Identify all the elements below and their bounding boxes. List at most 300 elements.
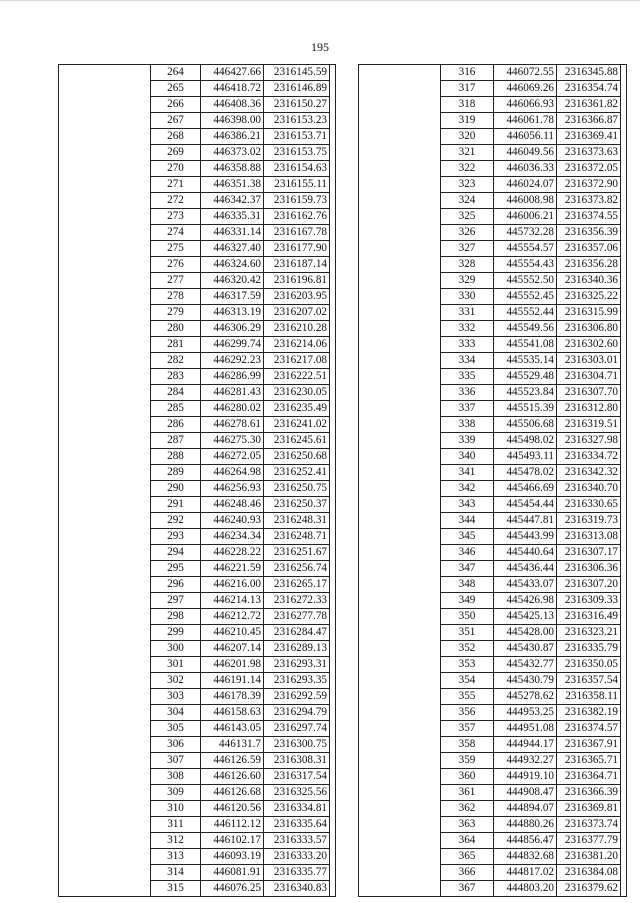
y-coordinate-cell: 2316167.78 <box>264 225 330 241</box>
y-coordinate-cell: 2316350.05 <box>557 657 621 673</box>
x-coordinate-cell: 444944.17 <box>494 737 557 753</box>
coordinates-table-left <box>58 64 336 897</box>
x-coordinate-cell: 446093.19 <box>201 849 264 865</box>
point-number-cell: 329 <box>441 273 494 289</box>
y-coordinate-cell: 2316356.28 <box>557 257 621 273</box>
x-coordinate-cell: 445436.44 <box>494 561 557 577</box>
x-coordinate-cell: 446221.59 <box>201 561 264 577</box>
point-number-cell: 281 <box>151 337 201 353</box>
x-coordinate-cell: 445443.99 <box>494 529 557 545</box>
x-coordinate-cell: 446081.91 <box>201 865 264 881</box>
point-number-cell: 334 <box>441 353 494 369</box>
y-coordinate-cell: 2316292.59 <box>264 689 330 705</box>
y-coordinate-cell: 2316235.49 <box>264 401 330 417</box>
y-coordinate-cell: 2316342.32 <box>557 465 621 481</box>
x-coordinate-cell: 445430.79 <box>494 673 557 689</box>
point-number-cell: 364 <box>441 833 494 849</box>
x-coordinate-cell: 446427.66 <box>201 65 264 81</box>
point-number-cell: 287 <box>151 433 201 449</box>
y-coordinate-cell: 2316315.99 <box>557 305 621 321</box>
point-number-cell: 271 <box>151 177 201 193</box>
point-number-cell: 319 <box>441 113 494 129</box>
x-coordinate-cell: 446006.21 <box>494 209 557 225</box>
x-coordinate-cell: 446306.29 <box>201 321 264 337</box>
y-coordinate-cell: 2316145.59 <box>264 65 330 81</box>
x-coordinate-cell: 446408.36 <box>201 97 264 113</box>
x-coordinate-cell: 446066.93 <box>494 97 557 113</box>
point-number-cell: 270 <box>151 161 201 177</box>
point-number-cell: 318 <box>441 97 494 113</box>
point-number-cell: 312 <box>151 833 201 849</box>
y-coordinate-cell: 2316297.74 <box>264 721 330 737</box>
x-coordinate-cell: 446373.02 <box>201 145 264 161</box>
y-coordinate-cell: 2316222.51 <box>264 369 330 385</box>
x-coordinate-cell: 446299.74 <box>201 337 264 353</box>
point-number-cell: 345 <box>441 529 494 545</box>
y-coordinate-cell: 2316313.08 <box>557 529 621 545</box>
point-number-cell: 298 <box>151 609 201 625</box>
x-coordinate-cell: 446386.21 <box>201 129 264 145</box>
x-coordinate-cell: 446214.13 <box>201 593 264 609</box>
point-number-cell: 268 <box>151 129 201 145</box>
y-coordinate-cell: 2316162.76 <box>264 209 330 225</box>
x-coordinate-cell: 446256.93 <box>201 481 264 497</box>
y-coordinate-cell: 2316323.21 <box>557 625 621 641</box>
y-coordinate-cell: 2316365.71 <box>557 753 621 769</box>
y-coordinate-cell: 2316319.73 <box>557 513 621 529</box>
point-number-cell: 290 <box>151 481 201 497</box>
x-coordinate-cell: 445428.00 <box>494 625 557 641</box>
x-coordinate-cell: 445440.64 <box>494 545 557 561</box>
point-number-cell: 359 <box>441 753 494 769</box>
x-coordinate-cell: 445454.44 <box>494 497 557 513</box>
x-coordinate-cell: 446351.38 <box>201 177 264 193</box>
point-number-cell: 332 <box>441 321 494 337</box>
x-coordinate-cell: 445430.87 <box>494 641 557 657</box>
y-coordinate-cell: 2316284.47 <box>264 625 330 641</box>
x-coordinate-cell: 446240.93 <box>201 513 264 529</box>
x-coordinate-cell: 445447.81 <box>494 513 557 529</box>
point-number-cell: 285 <box>151 401 201 417</box>
table-row <box>59 65 336 81</box>
y-coordinate-cell: 2316293.31 <box>264 657 330 673</box>
point-number-cell: 346 <box>441 545 494 561</box>
x-coordinate-cell: 446317.59 <box>201 289 264 305</box>
y-coordinate-cell: 2316159.73 <box>264 193 330 209</box>
y-coordinate-cell: 2316379.62 <box>557 881 621 897</box>
y-coordinate-cell: 2316356.39 <box>557 225 621 241</box>
point-number-cell: 301 <box>151 657 201 673</box>
x-coordinate-cell: 444932.27 <box>494 753 557 769</box>
y-coordinate-cell: 2316307.20 <box>557 577 621 593</box>
point-number-cell: 307 <box>151 753 201 769</box>
x-coordinate-cell: 445541.08 <box>494 337 557 353</box>
x-coordinate-cell: 445498.02 <box>494 433 557 449</box>
point-number-cell: 278 <box>151 289 201 305</box>
x-coordinate-cell: 445425.13 <box>494 609 557 625</box>
x-coordinate-cell: 445506.68 <box>494 417 557 433</box>
x-coordinate-cell: 444817.02 <box>494 865 557 881</box>
point-number-cell: 337 <box>441 401 494 417</box>
y-coordinate-cell: 2316248.71 <box>264 529 330 545</box>
y-coordinate-cell: 2316317.54 <box>264 769 330 785</box>
point-number-cell: 306 <box>151 737 201 753</box>
y-coordinate-cell: 2316307.70 <box>557 385 621 401</box>
y-coordinate-cell: 2316333.57 <box>264 833 330 849</box>
x-coordinate-cell: 446076.25 <box>201 881 264 897</box>
y-coordinate-cell: 2316374.57 <box>557 721 621 737</box>
y-coordinate-cell: 2316196.81 <box>264 273 330 289</box>
x-coordinate-cell: 446112.12 <box>201 817 264 833</box>
y-coordinate-cell: 2316207.02 <box>264 305 330 321</box>
point-number-cell: 363 <box>441 817 494 833</box>
narrow-blank-column-cell <box>330 65 336 897</box>
y-coordinate-cell: 2316153.23 <box>264 113 330 129</box>
x-coordinate-cell: 446072.55 <box>494 65 557 81</box>
y-coordinate-cell: 2316155.11 <box>264 177 330 193</box>
x-coordinate-cell: 446049.56 <box>494 145 557 161</box>
point-number-cell: 269 <box>151 145 201 161</box>
point-number-cell: 333 <box>441 337 494 353</box>
x-coordinate-cell: 446102.17 <box>201 833 264 849</box>
x-coordinate-cell: 445278.62 <box>494 689 557 705</box>
point-number-cell: 325 <box>441 209 494 225</box>
point-number-cell: 265 <box>151 81 201 97</box>
y-coordinate-cell: 2316364.71 <box>557 769 621 785</box>
y-coordinate-cell: 2316277.78 <box>264 609 330 625</box>
point-number-cell: 342 <box>441 481 494 497</box>
x-coordinate-cell: 445523.84 <box>494 385 557 401</box>
point-number-cell: 361 <box>441 785 494 801</box>
point-number-cell: 328 <box>441 257 494 273</box>
y-coordinate-cell: 2316303.01 <box>557 353 621 369</box>
point-number-cell: 323 <box>441 177 494 193</box>
point-number-cell: 288 <box>151 449 201 465</box>
y-coordinate-cell: 2316153.75 <box>264 145 330 161</box>
x-coordinate-cell: 446126.60 <box>201 769 264 785</box>
y-coordinate-cell: 2316357.06 <box>557 241 621 257</box>
y-coordinate-cell: 2316265.17 <box>264 577 330 593</box>
x-coordinate-cell: 445732.28 <box>494 225 557 241</box>
point-number-cell: 355 <box>441 689 494 705</box>
point-number-cell: 275 <box>151 241 201 257</box>
point-number-cell: 331 <box>441 305 494 321</box>
point-number-cell: 367 <box>441 881 494 897</box>
x-coordinate-cell: 446278.61 <box>201 417 264 433</box>
point-number-cell: 310 <box>151 801 201 817</box>
point-number-cell: 293 <box>151 529 201 545</box>
x-coordinate-cell: 446228.22 <box>201 545 264 561</box>
point-number-cell: 321 <box>441 145 494 161</box>
y-coordinate-cell: 2316252.41 <box>264 465 330 481</box>
y-coordinate-cell: 2316217.08 <box>264 353 330 369</box>
y-coordinate-cell: 2316366.39 <box>557 785 621 801</box>
y-coordinate-cell: 2316241.02 <box>264 417 330 433</box>
x-coordinate-cell: 445552.44 <box>494 305 557 321</box>
y-coordinate-cell: 2316369.81 <box>557 801 621 817</box>
y-coordinate-cell: 2316327.98 <box>557 433 621 449</box>
y-coordinate-cell: 2316340.70 <box>557 481 621 497</box>
point-number-cell: 314 <box>151 865 201 881</box>
y-coordinate-cell: 2316187.14 <box>264 257 330 273</box>
point-number-cell: 351 <box>441 625 494 641</box>
point-number-cell: 280 <box>151 321 201 337</box>
point-number-cell: 296 <box>151 577 201 593</box>
x-coordinate-cell: 446158.63 <box>201 705 264 721</box>
y-coordinate-cell: 2316345.88 <box>557 65 621 81</box>
x-coordinate-cell: 444919.10 <box>494 769 557 785</box>
point-number-cell: 283 <box>151 369 201 385</box>
x-coordinate-cell: 446275.30 <box>201 433 264 449</box>
y-coordinate-cell: 2316333.20 <box>264 849 330 865</box>
point-number-cell: 360 <box>441 769 494 785</box>
point-number-cell: 330 <box>441 289 494 305</box>
x-coordinate-cell: 445433.07 <box>494 577 557 593</box>
x-coordinate-cell: 446201.98 <box>201 657 264 673</box>
point-number-cell: 291 <box>151 497 201 513</box>
point-number-cell: 282 <box>151 353 201 369</box>
y-coordinate-cell: 2316373.63 <box>557 145 621 161</box>
y-coordinate-cell: 2316335.64 <box>264 817 330 833</box>
x-coordinate-cell: 445535.14 <box>494 353 557 369</box>
point-number-cell: 300 <box>151 641 201 657</box>
x-coordinate-cell: 444894.07 <box>494 801 557 817</box>
x-coordinate-cell: 446210.45 <box>201 625 264 641</box>
point-number-cell: 297 <box>151 593 201 609</box>
y-coordinate-cell: 2316293.35 <box>264 673 330 689</box>
point-number-cell: 277 <box>151 273 201 289</box>
top-border-line <box>0 0 640 1</box>
y-coordinate-cell: 2316306.36 <box>557 561 621 577</box>
x-coordinate-cell: 445493.11 <box>494 449 557 465</box>
y-coordinate-cell: 2316381.20 <box>557 849 621 865</box>
point-number-cell: 320 <box>441 129 494 145</box>
x-coordinate-cell: 444953.25 <box>494 705 557 721</box>
y-coordinate-cell: 2316250.75 <box>264 481 330 497</box>
y-coordinate-cell: 2316325.56 <box>264 785 330 801</box>
x-coordinate-cell: 445554.43 <box>494 257 557 273</box>
y-coordinate-cell: 2316250.37 <box>264 497 330 513</box>
x-coordinate-cell: 446216.00 <box>201 577 264 593</box>
x-coordinate-cell: 446358.88 <box>201 161 264 177</box>
point-number-cell: 276 <box>151 257 201 273</box>
x-coordinate-cell: 446061.78 <box>494 113 557 129</box>
blank-column-cell <box>359 65 441 897</box>
point-number-cell: 313 <box>151 849 201 865</box>
x-coordinate-cell: 446234.34 <box>201 529 264 545</box>
point-number-cell: 292 <box>151 513 201 529</box>
page-number: 195 <box>311 40 329 54</box>
point-number-cell: 315 <box>151 881 201 897</box>
x-coordinate-cell: 444908.47 <box>494 785 557 801</box>
y-coordinate-cell: 2316382.19 <box>557 705 621 721</box>
y-coordinate-cell: 2316230.05 <box>264 385 330 401</box>
point-number-cell: 266 <box>151 97 201 113</box>
x-coordinate-cell: 446207.14 <box>201 641 264 657</box>
y-coordinate-cell: 2316250.68 <box>264 449 330 465</box>
y-coordinate-cell: 2316256.74 <box>264 561 330 577</box>
y-coordinate-cell: 2316373.82 <box>557 193 621 209</box>
x-coordinate-cell: 445515.39 <box>494 401 557 417</box>
x-coordinate-cell: 445529.48 <box>494 369 557 385</box>
y-coordinate-cell: 2316153.71 <box>264 129 330 145</box>
y-coordinate-cell: 2316374.55 <box>557 209 621 225</box>
y-coordinate-cell: 2316377.79 <box>557 833 621 849</box>
y-coordinate-cell: 2316335.79 <box>557 641 621 657</box>
x-coordinate-cell: 445554.57 <box>494 241 557 257</box>
blank-column-cell <box>59 65 151 897</box>
point-number-cell: 338 <box>441 417 494 433</box>
x-coordinate-cell: 446008.98 <box>494 193 557 209</box>
y-coordinate-cell: 2316325.22 <box>557 289 621 305</box>
y-coordinate-cell: 2316340.36 <box>557 273 621 289</box>
point-number-cell: 289 <box>151 465 201 481</box>
y-coordinate-cell: 2316372.05 <box>557 161 621 177</box>
y-coordinate-cell: 2316367.91 <box>557 737 621 753</box>
x-coordinate-cell: 446248.46 <box>201 497 264 513</box>
y-coordinate-cell: 2316304.71 <box>557 369 621 385</box>
y-coordinate-cell: 2316203.95 <box>264 289 330 305</box>
y-coordinate-cell: 2316357.54 <box>557 673 621 689</box>
y-coordinate-cell: 2316251.67 <box>264 545 330 561</box>
point-number-cell: 347 <box>441 561 494 577</box>
point-number-cell: 279 <box>151 305 201 321</box>
point-number-cell: 311 <box>151 817 201 833</box>
point-number-cell: 295 <box>151 561 201 577</box>
x-coordinate-cell: 446126.59 <box>201 753 264 769</box>
x-coordinate-cell: 446327.40 <box>201 241 264 257</box>
y-coordinate-cell: 2316308.31 <box>264 753 330 769</box>
point-number-cell: 264 <box>151 65 201 81</box>
y-coordinate-cell: 2316334.81 <box>264 801 330 817</box>
x-coordinate-cell: 446264.98 <box>201 465 264 481</box>
x-coordinate-cell: 445432.77 <box>494 657 557 673</box>
y-coordinate-cell: 2316330.65 <box>557 497 621 513</box>
y-coordinate-cell: 2316289.13 <box>264 641 330 657</box>
point-number-cell: 322 <box>441 161 494 177</box>
point-number-cell: 341 <box>441 465 494 481</box>
point-number-cell: 316 <box>441 65 494 81</box>
x-coordinate-cell: 445478.02 <box>494 465 557 481</box>
x-coordinate-cell: 446286.99 <box>201 369 264 385</box>
point-number-cell: 356 <box>441 705 494 721</box>
x-coordinate-cell: 446320.42 <box>201 273 264 289</box>
x-coordinate-cell: 445549.56 <box>494 321 557 337</box>
point-number-cell: 336 <box>441 385 494 401</box>
y-coordinate-cell: 2316307.17 <box>557 545 621 561</box>
y-coordinate-cell: 2316366.87 <box>557 113 621 129</box>
y-coordinate-cell: 2316319.51 <box>557 417 621 433</box>
x-coordinate-cell: 446281.43 <box>201 385 264 401</box>
x-coordinate-cell: 446292.23 <box>201 353 264 369</box>
y-coordinate-cell: 2316306.80 <box>557 321 621 337</box>
x-coordinate-cell: 446418.72 <box>201 81 264 97</box>
table-row <box>359 65 627 81</box>
point-number-cell: 353 <box>441 657 494 673</box>
point-number-cell: 350 <box>441 609 494 625</box>
y-coordinate-cell: 2316372.90 <box>557 177 621 193</box>
point-number-cell: 324 <box>441 193 494 209</box>
y-coordinate-cell: 2316354.74 <box>557 81 621 97</box>
point-number-cell: 327 <box>441 241 494 257</box>
y-coordinate-cell: 2316150.27 <box>264 97 330 113</box>
x-coordinate-cell: 444803.20 <box>494 881 557 897</box>
point-number-cell: 309 <box>151 785 201 801</box>
x-coordinate-cell: 446069.26 <box>494 81 557 97</box>
x-coordinate-cell: 446036.33 <box>494 161 557 177</box>
x-coordinate-cell: 446056.11 <box>494 129 557 145</box>
point-number-cell: 305 <box>151 721 201 737</box>
y-coordinate-cell: 2316373.74 <box>557 817 621 833</box>
x-coordinate-cell: 444951.08 <box>494 721 557 737</box>
x-coordinate-cell: 446335.31 <box>201 209 264 225</box>
x-coordinate-cell: 446331.14 <box>201 225 264 241</box>
y-coordinate-cell: 2316300.75 <box>264 737 330 753</box>
point-number-cell: 348 <box>441 577 494 593</box>
x-coordinate-cell: 444832.68 <box>494 849 557 865</box>
x-coordinate-cell: 445466.69 <box>494 481 557 497</box>
point-number-cell: 344 <box>441 513 494 529</box>
point-number-cell: 352 <box>441 641 494 657</box>
y-coordinate-cell: 2316154.63 <box>264 161 330 177</box>
y-coordinate-cell: 2316210.28 <box>264 321 330 337</box>
point-number-cell: 343 <box>441 497 494 513</box>
y-coordinate-cell: 2316361.82 <box>557 97 621 113</box>
y-coordinate-cell: 2316146.89 <box>264 81 330 97</box>
point-number-cell: 317 <box>441 81 494 97</box>
point-number-cell: 284 <box>151 385 201 401</box>
point-number-cell: 273 <box>151 209 201 225</box>
x-coordinate-cell: 446272.05 <box>201 449 264 465</box>
y-coordinate-cell: 2316294.79 <box>264 705 330 721</box>
point-number-cell: 326 <box>441 225 494 241</box>
point-number-cell: 302 <box>151 673 201 689</box>
point-number-cell: 335 <box>441 369 494 385</box>
x-coordinate-cell: 444856.47 <box>494 833 557 849</box>
y-coordinate-cell: 2316302.60 <box>557 337 621 353</box>
x-coordinate-cell: 446313.19 <box>201 305 264 321</box>
y-coordinate-cell: 2316340.83 <box>264 881 330 897</box>
point-number-cell: 272 <box>151 193 201 209</box>
x-coordinate-cell: 446131.7 <box>201 737 264 753</box>
point-number-cell: 303 <box>151 689 201 705</box>
x-coordinate-cell: 446212.72 <box>201 609 264 625</box>
x-coordinate-cell: 446120.56 <box>201 801 264 817</box>
y-coordinate-cell: 2316177.90 <box>264 241 330 257</box>
point-number-cell: 304 <box>151 705 201 721</box>
x-coordinate-cell: 446178.39 <box>201 689 264 705</box>
point-number-cell: 294 <box>151 545 201 561</box>
x-coordinate-cell: 445552.50 <box>494 273 557 289</box>
y-coordinate-cell: 2316369.41 <box>557 129 621 145</box>
y-coordinate-cell: 2316358.11 <box>557 689 621 705</box>
coordinates-table-right <box>358 64 627 897</box>
y-coordinate-cell: 2316334.72 <box>557 449 621 465</box>
point-number-cell: 299 <box>151 625 201 641</box>
point-number-cell: 267 <box>151 113 201 129</box>
y-coordinate-cell: 2316316.49 <box>557 609 621 625</box>
point-number-cell: 286 <box>151 417 201 433</box>
point-number-cell: 357 <box>441 721 494 737</box>
y-coordinate-cell: 2316384.08 <box>557 865 621 881</box>
y-coordinate-cell: 2316272.33 <box>264 593 330 609</box>
point-number-cell: 365 <box>441 849 494 865</box>
point-number-cell: 339 <box>441 433 494 449</box>
x-coordinate-cell: 444880.26 <box>494 817 557 833</box>
y-coordinate-cell: 2316248.31 <box>264 513 330 529</box>
x-coordinate-cell: 446143.05 <box>201 721 264 737</box>
point-number-cell: 274 <box>151 225 201 241</box>
